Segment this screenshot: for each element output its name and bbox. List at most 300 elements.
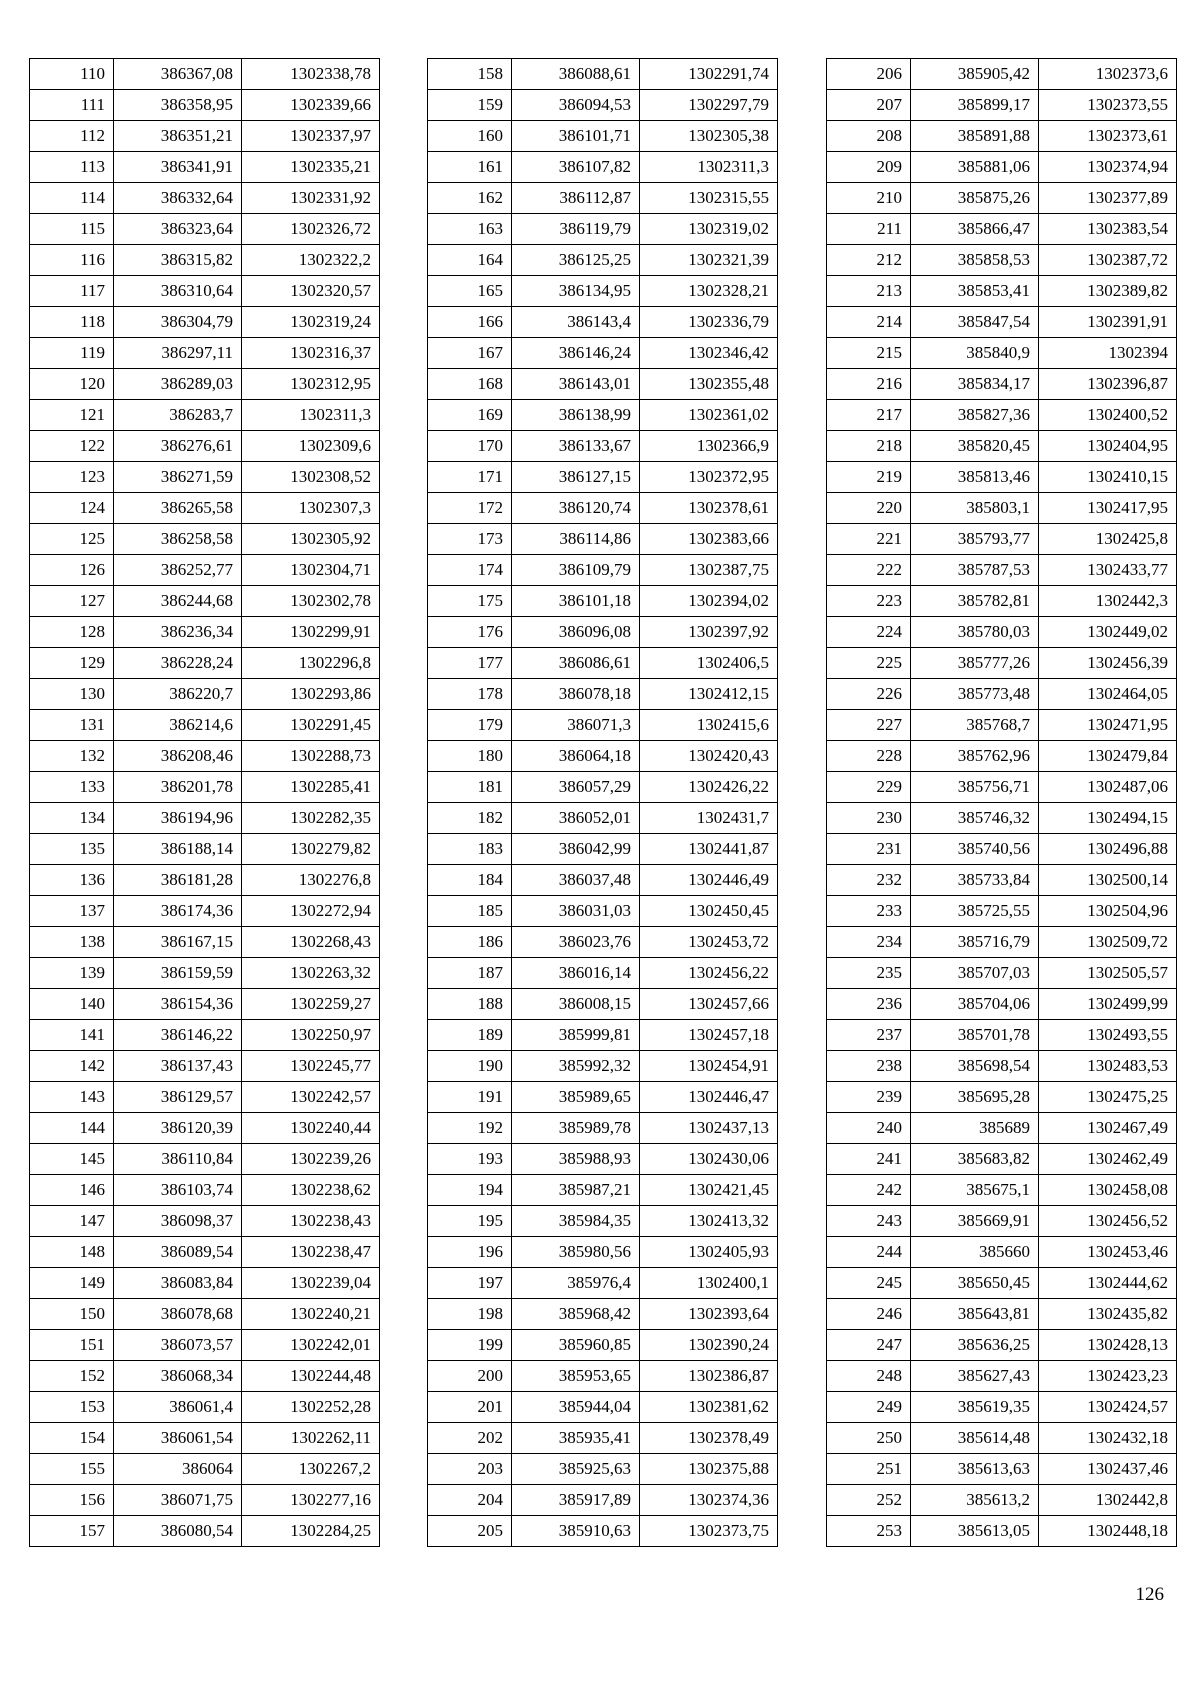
point-number-cell: 177 bbox=[428, 648, 512, 679]
y-coordinate-cell: 1302509,72 bbox=[1039, 927, 1177, 958]
table-row bbox=[428, 1268, 778, 1299]
x-coordinate-cell: 386052,01 bbox=[512, 803, 640, 834]
point-number-cell: 124 bbox=[30, 493, 114, 524]
x-coordinate-cell: 386094,53 bbox=[512, 90, 640, 121]
x-coordinate-cell: 386008,15 bbox=[512, 989, 640, 1020]
table-row bbox=[827, 586, 1177, 617]
y-coordinate-cell: 1302304,71 bbox=[242, 555, 380, 586]
point-number-cell: 216 bbox=[827, 369, 911, 400]
point-number-cell: 193 bbox=[428, 1144, 512, 1175]
point-number-cell: 209 bbox=[827, 152, 911, 183]
y-coordinate-cell: 1302449,02 bbox=[1039, 617, 1177, 648]
x-coordinate-cell: 386138,99 bbox=[512, 400, 640, 431]
x-coordinate-cell: 386101,18 bbox=[512, 586, 640, 617]
point-number-cell: 130 bbox=[30, 679, 114, 710]
x-coordinate-cell: 385827,36 bbox=[911, 400, 1039, 431]
x-coordinate-cell: 385725,55 bbox=[911, 896, 1039, 927]
y-coordinate-cell: 1302387,72 bbox=[1039, 245, 1177, 276]
y-coordinate-cell: 1302415,6 bbox=[640, 710, 778, 741]
table-row bbox=[30, 741, 380, 772]
y-coordinate-cell: 1302483,53 bbox=[1039, 1051, 1177, 1082]
table-row bbox=[30, 59, 380, 90]
page-number: 126 bbox=[1135, 1584, 1164, 1605]
point-number-cell: 144 bbox=[30, 1113, 114, 1144]
table-row bbox=[30, 369, 380, 400]
point-number-cell: 236 bbox=[827, 989, 911, 1020]
point-number-cell: 138 bbox=[30, 927, 114, 958]
point-number-cell: 204 bbox=[428, 1485, 512, 1516]
table-row bbox=[827, 1020, 1177, 1051]
table-row bbox=[30, 586, 380, 617]
x-coordinate-cell: 385858,53 bbox=[911, 245, 1039, 276]
table-row bbox=[428, 1516, 778, 1547]
table-row bbox=[428, 1144, 778, 1175]
y-coordinate-cell: 1302437,46 bbox=[1039, 1454, 1177, 1485]
point-number-cell: 189 bbox=[428, 1020, 512, 1051]
y-coordinate-cell: 1302494,15 bbox=[1039, 803, 1177, 834]
point-number-cell: 199 bbox=[428, 1330, 512, 1361]
table-row bbox=[30, 803, 380, 834]
y-coordinate-cell: 1302288,73 bbox=[242, 741, 380, 772]
point-number-cell: 121 bbox=[30, 400, 114, 431]
y-coordinate-cell: 1302378,49 bbox=[640, 1423, 778, 1454]
x-coordinate-cell: 385968,42 bbox=[512, 1299, 640, 1330]
point-number-cell: 188 bbox=[428, 989, 512, 1020]
y-coordinate-cell: 1302457,66 bbox=[640, 989, 778, 1020]
x-coordinate-cell: 386127,15 bbox=[512, 462, 640, 493]
table-row bbox=[428, 927, 778, 958]
x-coordinate-cell: 386080,54 bbox=[114, 1516, 242, 1547]
x-coordinate-cell: 385935,41 bbox=[512, 1423, 640, 1454]
table-row bbox=[827, 493, 1177, 524]
y-coordinate-cell: 1302499,99 bbox=[1039, 989, 1177, 1020]
x-coordinate-cell: 385780,03 bbox=[911, 617, 1039, 648]
x-coordinate-cell: 386120,39 bbox=[114, 1113, 242, 1144]
point-number-cell: 120 bbox=[30, 369, 114, 400]
table-row bbox=[30, 1082, 380, 1113]
x-coordinate-cell: 386159,59 bbox=[114, 958, 242, 989]
point-number-cell: 149 bbox=[30, 1268, 114, 1299]
table-row bbox=[428, 245, 778, 276]
point-number-cell: 198 bbox=[428, 1299, 512, 1330]
x-coordinate-cell: 386068,34 bbox=[114, 1361, 242, 1392]
table-row bbox=[428, 524, 778, 555]
y-coordinate-cell: 1302446,47 bbox=[640, 1082, 778, 1113]
coordinate-table-2 bbox=[427, 58, 778, 1547]
y-coordinate-cell: 1302322,2 bbox=[242, 245, 380, 276]
x-coordinate-cell: 386276,61 bbox=[114, 431, 242, 462]
point-number-cell: 225 bbox=[827, 648, 911, 679]
y-coordinate-cell: 1302277,16 bbox=[242, 1485, 380, 1516]
x-coordinate-cell: 385992,32 bbox=[512, 1051, 640, 1082]
x-coordinate-cell: 385683,82 bbox=[911, 1144, 1039, 1175]
table-row bbox=[827, 710, 1177, 741]
x-coordinate-cell: 385980,56 bbox=[512, 1237, 640, 1268]
x-coordinate-cell: 385847,54 bbox=[911, 307, 1039, 338]
table-row bbox=[428, 90, 778, 121]
point-number-cell: 116 bbox=[30, 245, 114, 276]
table-row bbox=[827, 617, 1177, 648]
y-coordinate-cell: 1302293,86 bbox=[242, 679, 380, 710]
y-coordinate-cell: 1302252,28 bbox=[242, 1392, 380, 1423]
point-number-cell: 157 bbox=[30, 1516, 114, 1547]
point-number-cell: 205 bbox=[428, 1516, 512, 1547]
table-row bbox=[428, 1361, 778, 1392]
y-coordinate-cell: 1302319,02 bbox=[640, 214, 778, 245]
y-coordinate-cell: 1302239,26 bbox=[242, 1144, 380, 1175]
table-row bbox=[428, 1237, 778, 1268]
table-row bbox=[827, 834, 1177, 865]
table-row bbox=[428, 1299, 778, 1330]
point-number-cell: 136 bbox=[30, 865, 114, 896]
point-number-cell: 134 bbox=[30, 803, 114, 834]
x-coordinate-cell: 386103,74 bbox=[114, 1175, 242, 1206]
x-coordinate-cell: 385689 bbox=[911, 1113, 1039, 1144]
point-number-cell: 180 bbox=[428, 741, 512, 772]
point-number-cell: 228 bbox=[827, 741, 911, 772]
x-coordinate-cell: 386220,7 bbox=[114, 679, 242, 710]
table-row bbox=[827, 1113, 1177, 1144]
y-coordinate-cell: 1302441,87 bbox=[640, 834, 778, 865]
point-number-cell: 227 bbox=[827, 710, 911, 741]
y-coordinate-cell: 1302242,01 bbox=[242, 1330, 380, 1361]
point-number-cell: 156 bbox=[30, 1485, 114, 1516]
table-row bbox=[30, 1051, 380, 1082]
x-coordinate-cell: 385777,26 bbox=[911, 648, 1039, 679]
y-coordinate-cell: 1302242,57 bbox=[242, 1082, 380, 1113]
x-coordinate-cell: 386228,24 bbox=[114, 648, 242, 679]
point-number-cell: 234 bbox=[827, 927, 911, 958]
y-coordinate-cell: 1302272,94 bbox=[242, 896, 380, 927]
table-row bbox=[827, 1330, 1177, 1361]
point-number-cell: 133 bbox=[30, 772, 114, 803]
x-coordinate-cell: 386181,28 bbox=[114, 865, 242, 896]
x-coordinate-cell: 385695,28 bbox=[911, 1082, 1039, 1113]
y-coordinate-cell: 1302479,84 bbox=[1039, 741, 1177, 772]
point-number-cell: 253 bbox=[827, 1516, 911, 1547]
x-coordinate-cell: 386071,3 bbox=[512, 710, 640, 741]
y-coordinate-cell: 1302339,66 bbox=[242, 90, 380, 121]
y-coordinate-cell: 1302378,61 bbox=[640, 493, 778, 524]
point-number-cell: 176 bbox=[428, 617, 512, 648]
x-coordinate-cell: 386064 bbox=[114, 1454, 242, 1485]
table-row bbox=[30, 400, 380, 431]
x-coordinate-cell: 385853,41 bbox=[911, 276, 1039, 307]
table-row bbox=[428, 369, 778, 400]
y-coordinate-cell: 1302423,23 bbox=[1039, 1361, 1177, 1392]
x-coordinate-cell: 385834,17 bbox=[911, 369, 1039, 400]
table-row bbox=[30, 679, 380, 710]
point-number-cell: 214 bbox=[827, 307, 911, 338]
x-coordinate-cell: 385989,65 bbox=[512, 1082, 640, 1113]
point-number-cell: 201 bbox=[428, 1392, 512, 1423]
table-row bbox=[428, 648, 778, 679]
point-number-cell: 224 bbox=[827, 617, 911, 648]
table-row bbox=[827, 896, 1177, 927]
y-coordinate-cell: 1302437,13 bbox=[640, 1113, 778, 1144]
y-coordinate-cell: 1302305,92 bbox=[242, 524, 380, 555]
x-coordinate-cell: 386214,6 bbox=[114, 710, 242, 741]
point-number-cell: 113 bbox=[30, 152, 114, 183]
point-number-cell: 145 bbox=[30, 1144, 114, 1175]
table-row bbox=[30, 1454, 380, 1485]
y-coordinate-cell: 1302299,91 bbox=[242, 617, 380, 648]
y-coordinate-cell: 1302291,74 bbox=[640, 59, 778, 90]
x-coordinate-cell: 386323,64 bbox=[114, 214, 242, 245]
x-coordinate-cell: 385899,17 bbox=[911, 90, 1039, 121]
y-coordinate-cell: 1302373,61 bbox=[1039, 121, 1177, 152]
x-coordinate-cell: 386194,96 bbox=[114, 803, 242, 834]
point-number-cell: 160 bbox=[428, 121, 512, 152]
table-row bbox=[428, 617, 778, 648]
x-coordinate-cell: 386061,4 bbox=[114, 1392, 242, 1423]
table-row bbox=[30, 338, 380, 369]
x-coordinate-cell: 386236,34 bbox=[114, 617, 242, 648]
y-coordinate-cell: 1302420,43 bbox=[640, 741, 778, 772]
y-coordinate-cell: 1302374,94 bbox=[1039, 152, 1177, 183]
point-number-cell: 251 bbox=[827, 1454, 911, 1485]
table-row bbox=[30, 1516, 380, 1547]
table-row bbox=[30, 1144, 380, 1175]
x-coordinate-cell: 386112,87 bbox=[512, 183, 640, 214]
y-coordinate-cell: 1302464,05 bbox=[1039, 679, 1177, 710]
y-coordinate-cell: 1302446,49 bbox=[640, 865, 778, 896]
table-row bbox=[30, 1237, 380, 1268]
x-coordinate-cell: 385905,42 bbox=[911, 59, 1039, 90]
y-coordinate-cell: 1302296,8 bbox=[242, 648, 380, 679]
x-coordinate-cell: 386297,11 bbox=[114, 338, 242, 369]
table-row bbox=[428, 183, 778, 214]
x-coordinate-cell: 386143,01 bbox=[512, 369, 640, 400]
y-coordinate-cell: 1302238,43 bbox=[242, 1206, 380, 1237]
point-number-cell: 241 bbox=[827, 1144, 911, 1175]
table-row bbox=[428, 1082, 778, 1113]
point-number-cell: 126 bbox=[30, 555, 114, 586]
table-row bbox=[30, 555, 380, 586]
point-number-cell: 139 bbox=[30, 958, 114, 989]
y-coordinate-cell: 1302307,3 bbox=[242, 493, 380, 524]
table-row bbox=[30, 1020, 380, 1051]
x-coordinate-cell: 385820,45 bbox=[911, 431, 1039, 462]
y-coordinate-cell: 1302319,24 bbox=[242, 307, 380, 338]
table-row bbox=[428, 1485, 778, 1516]
x-coordinate-cell: 386154,36 bbox=[114, 989, 242, 1020]
y-coordinate-cell: 1302444,62 bbox=[1039, 1268, 1177, 1299]
point-number-cell: 190 bbox=[428, 1051, 512, 1082]
point-number-cell: 122 bbox=[30, 431, 114, 462]
x-coordinate-cell: 386096,08 bbox=[512, 617, 640, 648]
table-row bbox=[827, 1454, 1177, 1485]
x-coordinate-cell: 386114,86 bbox=[512, 524, 640, 555]
y-coordinate-cell: 1302331,92 bbox=[242, 183, 380, 214]
table-row bbox=[428, 834, 778, 865]
table-row bbox=[30, 1423, 380, 1454]
table-row bbox=[428, 121, 778, 152]
x-coordinate-cell: 386244,68 bbox=[114, 586, 242, 617]
y-coordinate-cell: 1302240,21 bbox=[242, 1299, 380, 1330]
x-coordinate-cell: 386367,08 bbox=[114, 59, 242, 90]
table-row bbox=[30, 772, 380, 803]
y-coordinate-cell: 1302471,95 bbox=[1039, 710, 1177, 741]
table-row bbox=[827, 183, 1177, 214]
point-number-cell: 119 bbox=[30, 338, 114, 369]
y-coordinate-cell: 1302426,22 bbox=[640, 772, 778, 803]
x-coordinate-cell: 385613,05 bbox=[911, 1516, 1039, 1547]
y-coordinate-cell: 1302346,42 bbox=[640, 338, 778, 369]
point-number-cell: 196 bbox=[428, 1237, 512, 1268]
x-coordinate-cell: 386078,18 bbox=[512, 679, 640, 710]
table-row bbox=[827, 400, 1177, 431]
y-coordinate-cell: 1302282,35 bbox=[242, 803, 380, 834]
x-coordinate-cell: 385614,48 bbox=[911, 1423, 1039, 1454]
table-row bbox=[827, 338, 1177, 369]
table-row bbox=[827, 121, 1177, 152]
point-number-cell: 239 bbox=[827, 1082, 911, 1113]
table-row bbox=[428, 59, 778, 90]
x-coordinate-cell: 386351,21 bbox=[114, 121, 242, 152]
table-row bbox=[30, 927, 380, 958]
table-row bbox=[428, 896, 778, 927]
y-coordinate-cell: 1302366,9 bbox=[640, 431, 778, 462]
table-row bbox=[827, 1268, 1177, 1299]
y-coordinate-cell: 1302453,72 bbox=[640, 927, 778, 958]
table-row bbox=[30, 493, 380, 524]
table-row bbox=[30, 865, 380, 896]
x-coordinate-cell: 385733,84 bbox=[911, 865, 1039, 896]
point-number-cell: 240 bbox=[827, 1113, 911, 1144]
point-number-cell: 249 bbox=[827, 1392, 911, 1423]
point-number-cell: 153 bbox=[30, 1392, 114, 1423]
y-coordinate-cell: 1302433,77 bbox=[1039, 555, 1177, 586]
point-number-cell: 152 bbox=[30, 1361, 114, 1392]
table-row bbox=[30, 1175, 380, 1206]
table-row bbox=[827, 741, 1177, 772]
x-coordinate-cell: 385669,91 bbox=[911, 1206, 1039, 1237]
table-row bbox=[428, 214, 778, 245]
table-row bbox=[827, 524, 1177, 555]
y-coordinate-cell: 1302456,39 bbox=[1039, 648, 1177, 679]
y-coordinate-cell: 1302383,66 bbox=[640, 524, 778, 555]
table-row bbox=[30, 648, 380, 679]
x-coordinate-cell: 385698,54 bbox=[911, 1051, 1039, 1082]
x-coordinate-cell: 386042,99 bbox=[512, 834, 640, 865]
table-row bbox=[827, 431, 1177, 462]
y-coordinate-cell: 1302431,7 bbox=[640, 803, 778, 834]
x-coordinate-cell: 385917,89 bbox=[512, 1485, 640, 1516]
point-number-cell: 221 bbox=[827, 524, 911, 555]
table-row bbox=[30, 214, 380, 245]
y-coordinate-cell: 1302311,3 bbox=[242, 400, 380, 431]
y-coordinate-cell: 1302374,36 bbox=[640, 1485, 778, 1516]
x-coordinate-cell: 385773,48 bbox=[911, 679, 1039, 710]
point-number-cell: 238 bbox=[827, 1051, 911, 1082]
point-number-cell: 233 bbox=[827, 896, 911, 927]
x-coordinate-cell: 386037,48 bbox=[512, 865, 640, 896]
point-number-cell: 229 bbox=[827, 772, 911, 803]
table-row bbox=[30, 617, 380, 648]
point-number-cell: 159 bbox=[428, 90, 512, 121]
x-coordinate-cell: 386109,79 bbox=[512, 555, 640, 586]
y-coordinate-cell: 1302442,3 bbox=[1039, 586, 1177, 617]
table-row bbox=[30, 245, 380, 276]
table-row bbox=[30, 896, 380, 927]
x-coordinate-cell: 386258,58 bbox=[114, 524, 242, 555]
table-row bbox=[827, 1485, 1177, 1516]
y-coordinate-cell: 1302312,95 bbox=[242, 369, 380, 400]
table-row bbox=[827, 1237, 1177, 1268]
table-row bbox=[30, 307, 380, 338]
y-coordinate-cell: 1302500,14 bbox=[1039, 865, 1177, 896]
point-number-cell: 186 bbox=[428, 927, 512, 958]
x-coordinate-cell: 385976,4 bbox=[512, 1268, 640, 1299]
x-coordinate-cell: 385984,35 bbox=[512, 1206, 640, 1237]
table-row bbox=[827, 865, 1177, 896]
x-coordinate-cell: 386073,57 bbox=[114, 1330, 242, 1361]
point-number-cell: 184 bbox=[428, 865, 512, 896]
y-coordinate-cell: 1302421,45 bbox=[640, 1175, 778, 1206]
point-number-cell: 112 bbox=[30, 121, 114, 152]
point-number-cell: 250 bbox=[827, 1423, 911, 1454]
y-coordinate-cell: 1302377,89 bbox=[1039, 183, 1177, 214]
table-row bbox=[827, 307, 1177, 338]
y-coordinate-cell: 1302430,06 bbox=[640, 1144, 778, 1175]
point-number-cell: 183 bbox=[428, 834, 512, 865]
table-row bbox=[827, 927, 1177, 958]
table-row bbox=[827, 214, 1177, 245]
point-number-cell: 142 bbox=[30, 1051, 114, 1082]
table-row bbox=[827, 1516, 1177, 1547]
x-coordinate-cell: 385925,63 bbox=[512, 1454, 640, 1485]
x-coordinate-cell: 386101,71 bbox=[512, 121, 640, 152]
x-coordinate-cell: 386016,14 bbox=[512, 958, 640, 989]
table-row bbox=[30, 958, 380, 989]
point-number-cell: 210 bbox=[827, 183, 911, 214]
point-number-cell: 173 bbox=[428, 524, 512, 555]
point-number-cell: 135 bbox=[30, 834, 114, 865]
y-coordinate-cell: 1302335,21 bbox=[242, 152, 380, 183]
y-coordinate-cell: 1302302,78 bbox=[242, 586, 380, 617]
y-coordinate-cell: 1302450,45 bbox=[640, 896, 778, 927]
x-coordinate-cell: 386167,15 bbox=[114, 927, 242, 958]
table-row bbox=[428, 493, 778, 524]
x-coordinate-cell: 385613,2 bbox=[911, 1485, 1039, 1516]
y-coordinate-cell: 1302413,32 bbox=[640, 1206, 778, 1237]
table-row bbox=[30, 1206, 380, 1237]
point-number-cell: 213 bbox=[827, 276, 911, 307]
y-coordinate-cell: 1302475,25 bbox=[1039, 1082, 1177, 1113]
table-row bbox=[428, 710, 778, 741]
point-number-cell: 230 bbox=[827, 803, 911, 834]
y-coordinate-cell: 1302336,79 bbox=[640, 307, 778, 338]
point-number-cell: 217 bbox=[827, 400, 911, 431]
point-number-cell: 207 bbox=[827, 90, 911, 121]
table-row bbox=[827, 1299, 1177, 1330]
y-coordinate-cell: 1302396,87 bbox=[1039, 369, 1177, 400]
coordinate-table-1 bbox=[29, 58, 380, 1547]
table-row bbox=[428, 803, 778, 834]
table-row bbox=[30, 1485, 380, 1516]
table-row bbox=[827, 1144, 1177, 1175]
table-row bbox=[30, 1113, 380, 1144]
x-coordinate-cell: 386110,84 bbox=[114, 1144, 242, 1175]
y-coordinate-cell: 1302355,48 bbox=[640, 369, 778, 400]
table-row bbox=[428, 1113, 778, 1144]
table-row bbox=[827, 803, 1177, 834]
table-row bbox=[30, 1361, 380, 1392]
y-coordinate-cell: 1302245,77 bbox=[242, 1051, 380, 1082]
table-row bbox=[428, 741, 778, 772]
y-coordinate-cell: 1302373,75 bbox=[640, 1516, 778, 1547]
